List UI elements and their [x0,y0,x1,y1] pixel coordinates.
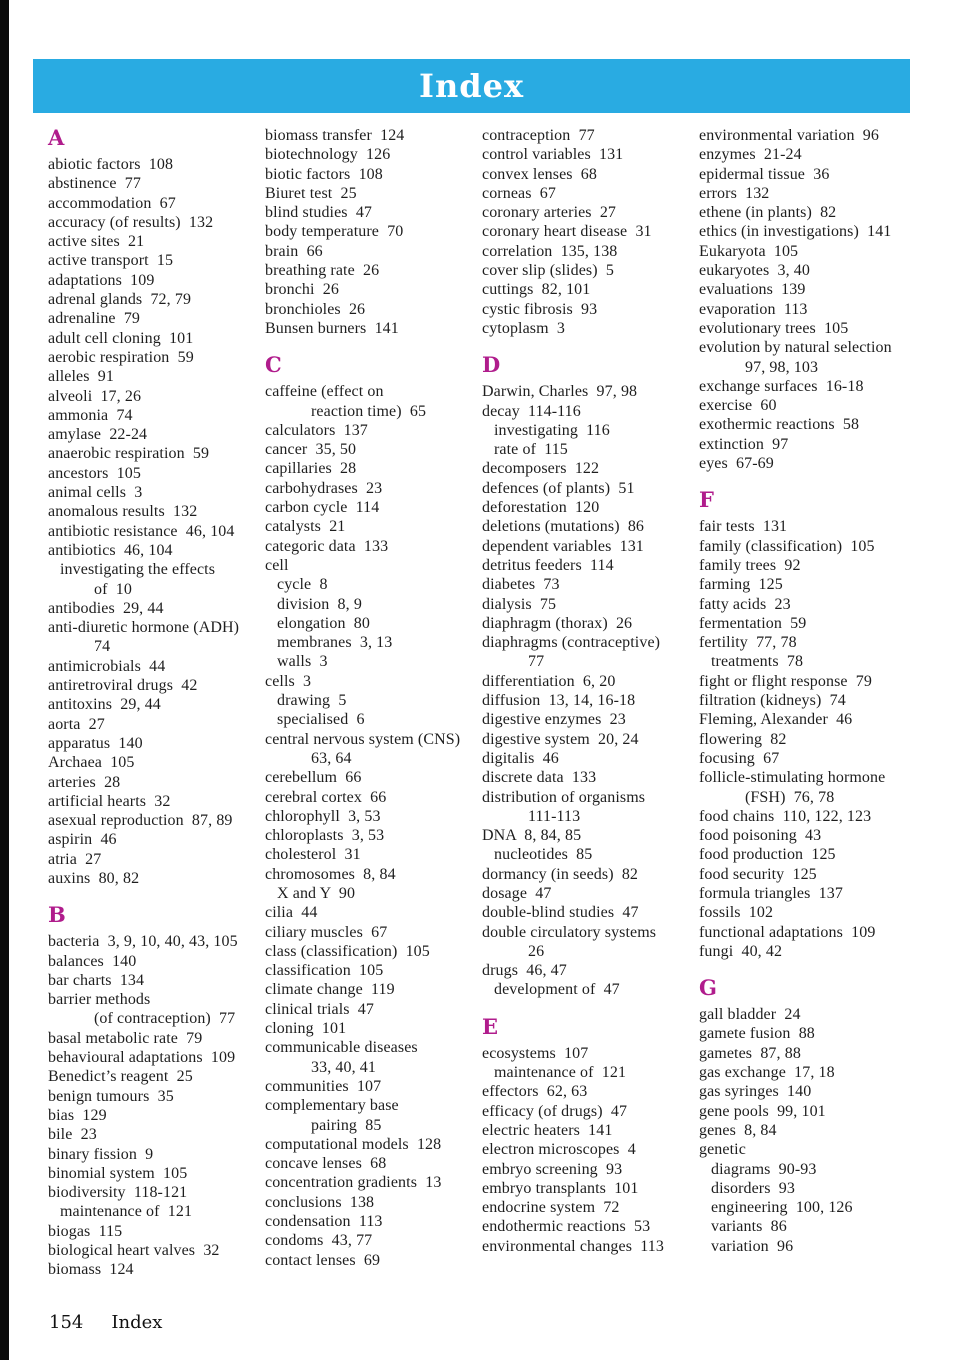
index-entry: body temperature 70 [265,223,404,241]
index-entry: abstinence 77 [48,175,141,193]
index-entry: fatty acids 23 [699,595,791,613]
index-entry: adaptations 109 [48,271,155,289]
index-entry: efficacy (of drugs) 47 [482,1102,628,1120]
index-entry: categoric data 133 [265,537,389,555]
index-entry: ammonia 74 [48,406,133,424]
index-entry: apparatus 140 [48,734,143,752]
index-entry: 26 [528,942,545,960]
index-entry: carbon cycle 114 [265,499,380,517]
index-entry: gas exchange 17, 18 [699,1064,835,1082]
index-entry: membranes 3, 13 [277,634,393,652]
index-entry: benign tumours 35 [48,1087,174,1105]
index-entry: digitalis 46 [482,749,559,767]
index-entry: breathing rate 26 [265,262,380,280]
index-entry: clinical trials 47 [265,1000,374,1018]
index-entry: focusing 67 [699,749,780,767]
index-entry: gene pools 99, 101 [699,1102,826,1120]
section-letter: E [482,1013,499,1039]
index-entry: dialysis 75 [482,595,557,613]
index-entry: defences (of plants) 51 [482,479,635,497]
index-entry: class (classification) 105 [265,942,430,960]
index-entry: evolution by natural selection [699,339,892,357]
index-column-1 [48,126,259,1280]
index-entry: fair tests 131 [699,518,788,536]
index-entry: endothermic reactions 53 [482,1218,651,1236]
page-edge-strip [0,0,9,1360]
index-entry: gamete fusion 88 [699,1025,815,1043]
index-entry: 63, 64 [311,749,352,767]
index-entry: treatments 78 [711,653,804,671]
index-entry: biological heart valves 32 [48,1242,220,1260]
index-entry: family trees 92 [699,556,801,574]
index-entry: bacteria 3, 9, 10, 40, 43, 105 [48,933,238,951]
index-entry: evaporation 113 [699,300,808,318]
index-entry: food chains 110, 122, 123 [699,807,872,825]
index-entry: extinction 97 [699,435,789,453]
index-entry: Biuret test 25 [265,184,357,202]
index-entry: formula triangles 137 [699,884,843,902]
index-entry: antitoxins 29, 44 [48,696,161,714]
index-entry: family (classification) 105 [699,537,875,555]
section-letter: A [48,125,65,150]
index-entry: correlation 135, 138 [482,242,618,260]
index-entry: errors 132 [699,184,770,202]
index-entry: (FSH) 76, 78 [745,788,835,806]
index-entry: cancer 35, 50 [265,441,357,459]
index-entry: amylase 22-24 [48,426,148,444]
index-entry: Archaea 105 [48,754,135,772]
index-entry: aerobic respiration 59 [48,348,194,366]
index-entry: antiretroviral drugs 42 [48,677,198,695]
index-entry: ancestors 105 [48,464,141,482]
index-entry: concentration gradients 13 [265,1174,442,1192]
index-entry: chloroplasts 3, 53 [265,827,385,845]
index-entry: fermentation 59 [699,614,807,632]
index-entry: development of 47 [494,981,620,999]
index-entry: cell [265,556,289,574]
section-letter: G [699,975,717,1001]
index-entry: reaction time) 65 [311,402,427,420]
index-entry: diaphragms (contraceptive) [482,634,661,652]
index-entry: cerebellum 66 [265,769,362,787]
index-entry: aspirin 46 [48,831,117,849]
index-entry: binomial system 105 [48,1164,188,1182]
index-entry: abiotic factors 108 [48,156,174,173]
index-entry: of 10 [94,580,132,598]
index-entry: biotic factors 108 [265,165,383,183]
index-entry: disorders 93 [711,1179,795,1197]
index-entry: discrete data 133 [482,769,597,787]
index-entry: bronchi 26 [265,281,339,299]
index-entry: balances 140 [48,952,137,970]
index-entry: carbohydrases 23 [265,479,383,497]
index-entry: biomass transfer 124 [265,127,405,144]
index-entry: central nervous system (CNS) [265,730,461,748]
index-entry: convex lenses 68 [482,165,598,183]
index-entry: arteries 28 [48,773,121,791]
index-entry: antibiotics 46, 104 [48,541,173,559]
index-entry: communities 107 [265,1077,382,1095]
index-entry: accuracy (of results) 132 [48,213,214,231]
index-entry: blind studies 47 [265,204,373,222]
index-entry: 77 [528,653,545,671]
index-entry: X and Y 90 [277,884,356,902]
index-entry: antimicrobials 44 [48,657,166,675]
index-entry: coronary arteries 27 [482,204,617,222]
index-entry: functional adaptations 109 [699,923,876,941]
index-entry: endocrine system 72 [482,1199,620,1217]
index-entry: behavioural adaptations 109 [48,1049,236,1067]
index-entry: condensation 113 [265,1213,383,1231]
index-entry: evaluations 139 [699,281,806,299]
index-entry: Benedict’s reagent 25 [48,1068,193,1086]
index-entry: genes 8, 84 [699,1121,777,1139]
index-entry: drugs 46, 47 [482,962,567,980]
index-entry: anomalous results 132 [48,503,198,521]
index-entry: walls 3 [277,653,328,671]
index-entry: adrenaline 79 [48,310,141,328]
index-entry: effectors 62, 63 [482,1083,588,1101]
index-entry: food security 125 [699,865,817,883]
index-entry: filtration (kidneys) 74 [699,692,846,710]
index-entry: gall bladder 24 [699,1006,801,1024]
index-entry: bar charts 134 [48,971,145,989]
index-entry: ethene (in plants) 82 [699,204,837,222]
index-entry: Fleming, Alexander 46 [699,711,853,729]
index-entry: active transport 15 [48,252,174,270]
index-entry: calculators 137 [265,421,368,439]
index-entry: food production 125 [699,846,836,864]
page-number: 154 [49,1312,84,1333]
section-letter: D [482,352,501,378]
index-entry: classification 105 [265,962,384,980]
index-entry: asexual reproduction 87, 89 [48,812,233,830]
index-entry: anti-diuretic hormone (ADH) [48,619,240,637]
index-entry: decay 114-116 [482,402,581,420]
index-entry: cystic fibrosis 93 [482,300,598,318]
index-entry: ciliary muscles 67 [265,923,388,941]
index-entry: biogas 115 [48,1222,123,1240]
index-entry: alleles 91 [48,368,114,386]
index-entry: eyes 67-69 [699,455,774,473]
index-entry: fossils 102 [699,904,774,922]
index-entry: Eukaryota 105 [699,242,799,260]
index-entry: diffusion 13, 14, 16-18 [482,692,636,710]
index-entry: binary fission 9 [48,1145,154,1163]
index-entry: cells 3 [265,672,312,690]
index-entry: double-blind studies 47 [482,904,639,922]
index-entry: fight or flight response 79 [699,672,872,690]
index-entry: antibiotic resistance 46, 104 [48,522,235,540]
index-entry: condoms 43, 77 [265,1232,373,1250]
index-entry: basal metabolic rate 79 [48,1029,203,1047]
index-entry: cholesterol 31 [265,846,361,864]
index-entry: Darwin, Charles 97, 98 [482,383,638,401]
index-entry: division 8, 9 [277,595,362,613]
index-entry: detritus feeders 114 [482,556,614,574]
index-entry: caffeine (effect on [265,383,384,401]
index-entry: pairing 85 [311,1116,382,1134]
index-entry: Bunsen burners 141 [265,319,399,337]
section-letter: F [699,487,714,513]
index-entry: diaphragm (thorax) 26 [482,614,633,632]
index-entry: 111-113 [528,807,581,825]
index-entry: brain 66 [265,242,323,260]
index-entry: contact lenses 69 [265,1251,381,1269]
index-entry: complementary base [265,1097,399,1115]
index-entry: investigating 116 [494,421,610,439]
index-entry: cover slip (slides) 5 [482,262,614,280]
index-entry: epidermal tissue 36 [699,165,830,183]
section-letter: C [265,352,282,378]
index-entry: environmental changes 113 [482,1237,664,1255]
index-entry: chlorophyll 3, 53 [265,807,381,825]
index-entry: evolutionary trees 105 [699,319,849,337]
index-entry: fungi 40, 42 [699,942,783,960]
index-entry: corneas 67 [482,184,556,202]
section-letter: B [48,902,66,928]
index-entry: antibodies 29, 44 [48,599,164,617]
index-entry: auxins 80, 82 [48,869,140,887]
index-entry: 97, 98, 103 [745,358,819,376]
index-entry: cilia 44 [265,904,318,922]
index-entry: artificial hearts 32 [48,792,171,810]
index-columns [48,126,914,1280]
index-entry: conclusions 138 [265,1193,375,1211]
page-footer [49,1312,162,1333]
index-entry: aorta 27 [48,715,105,733]
index-entry: ethics (in investigations) 141 [699,223,892,241]
page-title: Index [418,67,525,105]
index-entry: biodiversity 118-121 [48,1184,188,1202]
index-entry: cuttings 82, 101 [482,281,591,299]
index-entry: rate of 115 [494,441,568,459]
index-entry: ecosystems 107 [482,1044,589,1062]
index-entry: bile 23 [48,1126,97,1144]
index-entry: dependent variables 131 [482,537,644,555]
index-entry: investigating the effects [60,561,216,579]
index-entry: atria 27 [48,850,102,868]
index-entry: digestive enzymes 23 [482,711,626,729]
index-entry: adult cell cloning 101 [48,329,194,347]
index-entry: nucleotides 85 [494,846,593,864]
index-entry: decomposers 122 [482,460,600,478]
index-entry: gas syringes 140 [699,1083,812,1101]
index-entry: enzymes 21-24 [699,146,802,164]
index-entry: drawing 5 [277,692,347,710]
index-entry: diabetes 73 [482,576,560,594]
index-column-4 [699,126,910,1280]
index-entry: embryo transplants 101 [482,1179,639,1197]
index-entry: maintenance of 121 [60,1203,193,1221]
index-entry: cycle 8 [277,576,328,594]
index-entry: dormancy (in seeds) 82 [482,865,639,883]
index-entry: bronchioles 26 [265,300,366,318]
index-entry: chromosomes 8, 84 [265,865,396,883]
index-entry: catalysts 21 [265,518,346,536]
index-entry: elongation 80 [277,614,370,632]
index-entry: electric heaters 141 [482,1121,613,1139]
index-entry: fertility 77, 78 [699,634,797,652]
index-entry: exercise 60 [699,397,777,415]
index-entry: barrier methods [48,991,151,1009]
index-entry: deletions (mutations) 86 [482,518,645,536]
index-entry: control variables 131 [482,146,624,164]
index-entry: farming 125 [699,576,783,594]
index-entry: environmental variation 96 [699,127,879,144]
index-entry: anaerobic respiration 59 [48,445,210,463]
index-entry: cloning 101 [265,1020,347,1038]
index-entry: active sites 21 [48,233,145,251]
index-entry: DNA 8, 84, 85 [482,827,582,845]
index-entry: dosage 47 [482,884,552,902]
index-entry: diagrams 90-93 [711,1160,817,1178]
index-entry: cytoplasm 3 [482,319,565,337]
index-entry: 33, 40, 41 [311,1058,376,1076]
index-entry: accommodation 67 [48,194,176,212]
index-entry: bias 129 [48,1106,107,1124]
index-entry: biomass 124 [48,1261,134,1279]
index-entry: exothermic reactions 58 [699,416,860,434]
index-entry: genetic [699,1141,746,1159]
index-entry: animal cells 3 [48,484,143,502]
index-entry: cerebral cortex 66 [265,788,387,806]
index-entry: distribution of organisms [482,788,646,806]
index-entry: coronary heart disease 31 [482,223,652,241]
index-entry: electron microscopes 4 [482,1141,636,1159]
index-entry: maintenance of 121 [494,1064,627,1082]
index-entry: digestive system 20, 24 [482,730,639,748]
index-entry: exchange surfaces 16-18 [699,377,864,395]
index-header-bar [33,59,910,113]
index-entry: deforestation 120 [482,499,600,517]
index-entry: variation 96 [711,1237,794,1255]
index-entry: double circulatory systems [482,923,657,941]
index-entry: differentiation 6, 20 [482,672,616,690]
index-column-3 [482,126,693,1280]
index-entry: climate change 119 [265,981,395,999]
index-entry: (of contraception) 77 [94,1010,236,1028]
index-entry: food poisoning 43 [699,827,822,845]
index-entry: gametes 87, 88 [699,1044,801,1062]
index-entry: capillaries 28 [265,460,357,478]
index-entry: specialised 6 [277,711,365,729]
index-entry: embryo screening 93 [482,1160,623,1178]
index-entry: biotechnology 126 [265,146,391,164]
index-entry: 74 [94,638,111,656]
index-entry: adrenal glands 72, 79 [48,291,192,309]
index-entry: flowering 82 [699,730,787,748]
index-entry: variants 86 [711,1218,787,1236]
index-entry: engineering 100, 126 [711,1199,853,1217]
footer-label: Index [111,1312,163,1333]
index-entry: contraception 77 [482,127,595,144]
index-column-2 [265,126,476,1280]
index-entry: concave lenses 68 [265,1155,387,1173]
index-entry: communicable diseases [265,1039,418,1057]
index-entry: eukaryotes 3, 40 [699,262,811,280]
index-entry: alveoli 17, 26 [48,387,142,405]
index-entry: follicle-stimulating hormone [699,769,886,787]
index-entry: computational models 128 [265,1135,442,1153]
